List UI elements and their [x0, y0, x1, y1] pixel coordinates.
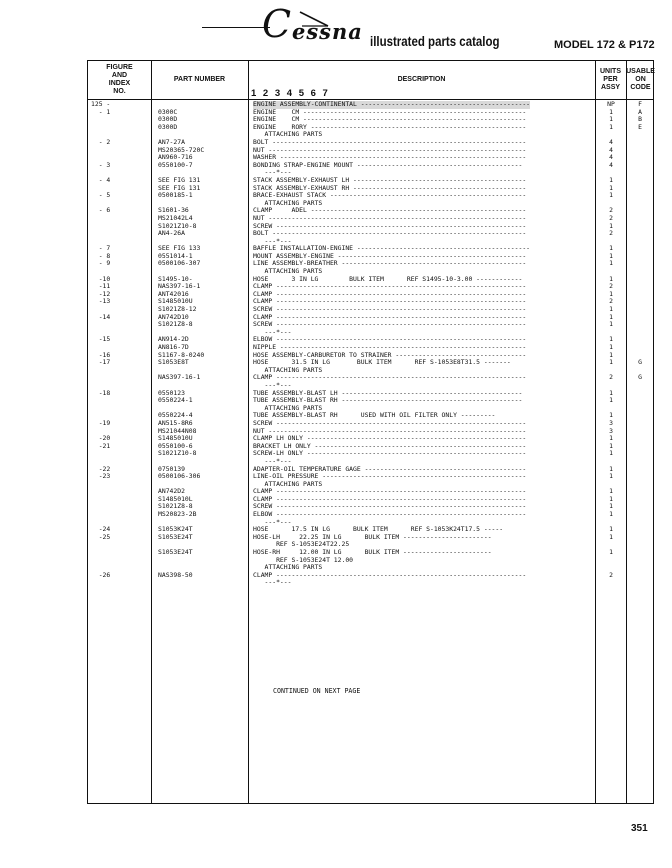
- part-number-cell: AN742D2: [158, 487, 185, 496]
- description-cell: ---*---: [253, 381, 292, 389]
- units-cell: 1: [609, 548, 613, 557]
- part-number-cell: NAS398-50: [158, 570, 193, 579]
- figure-index-cell: - 9: [91, 259, 111, 268]
- units-cell: 2: [609, 213, 613, 222]
- units-cell: 4: [609, 160, 613, 169]
- usable-code-cell: G: [638, 358, 642, 367]
- description-cell: ATTACHING PARTS: [253, 199, 323, 207]
- part-number-cell: SEE FIG 131: [158, 175, 201, 184]
- units-cell: 2: [609, 373, 613, 382]
- part-number-cell: MS20365-720C: [158, 145, 205, 154]
- usable-code-cell: F: [638, 100, 642, 108]
- description-cell: SCREW -----------------------------------------------------------------: [253, 419, 527, 427]
- description-cell: HOSE-RH 12.00 IN LG BULK ITEM -----------------------: [253, 549, 492, 557]
- part-number-cell: S1485010U: [158, 434, 193, 443]
- description-cell: BRACE-EXHAUST STACK ---------------------------------------------------: [253, 192, 527, 200]
- units-cell: 2: [609, 297, 613, 306]
- figure-index-cell: - 6: [91, 206, 111, 215]
- units-cell: 1: [609, 449, 613, 458]
- description-cell: CLAMP -----------------------------------------------------------------: [253, 571, 527, 579]
- units-cell: 1: [609, 115, 613, 124]
- part-number-cell: S1021Z8-8: [158, 502, 193, 511]
- table-row: [88, 230, 655, 238]
- part-number-cell: 0500185-1: [158, 191, 193, 200]
- description-cell: SCREW-LH ONLY ---------------------------------------------------------: [253, 450, 527, 458]
- units-cell: 1: [609, 289, 613, 298]
- part-number-cell: S1021Z10-8: [158, 221, 197, 230]
- part-number-cell: S1485010U: [158, 297, 193, 306]
- units-cell: 1: [609, 122, 613, 131]
- description-cell: ENGINE ASSEMBLY-CONTINENTAL --------------------------------------------: [253, 101, 531, 108]
- units-cell: NP: [607, 100, 615, 108]
- figure-index-cell: - 1: [91, 107, 111, 116]
- figure-index-cell: - 8: [91, 251, 111, 260]
- units-cell: 4: [609, 137, 613, 146]
- part-number-cell: S1021Z8-8: [158, 320, 193, 329]
- description-cell: HOSE 3 IN LG BULK ITEM REF S1495-10-3.00 ------------: [253, 275, 523, 283]
- figure-index-cell: -17: [91, 358, 111, 367]
- part-number-cell: 0300D: [158, 122, 178, 131]
- part-number-cell: 0551014-1: [158, 251, 193, 260]
- usable-code-cell: A: [638, 107, 642, 116]
- table-row: [88, 579, 655, 587]
- part-number-cell: MS20823-2B: [158, 510, 197, 519]
- indent-digits: 1 2 3 4 5 6 7: [251, 88, 330, 99]
- part-number-cell: 0550100-6: [158, 441, 193, 450]
- part-number-cell: SEE FIG 131: [158, 183, 201, 192]
- description-cell: BAFFLE INSTALLATION-ENGINE ---------------------------------------------: [253, 245, 531, 253]
- units-cell: 1: [609, 221, 613, 230]
- units-cell: 1: [609, 502, 613, 511]
- description-cell: ATTACHING PARTS: [253, 564, 323, 572]
- description-cell: CLAMP -----------------------------------------------------------------: [253, 283, 527, 291]
- table-row: [88, 557, 655, 565]
- description-cell: CLAMP -----------------------------------------------------------------: [253, 488, 527, 496]
- table-row: [88, 450, 655, 458]
- part-number-cell: AN816-7D: [158, 343, 189, 351]
- units-cell: 1: [609, 472, 613, 481]
- description-cell: ELBOW -----------------------------------------------------------------: [253, 336, 527, 344]
- units-cell: 1: [609, 532, 613, 541]
- description-cell: HOSE 31.5 IN LG BULK ITEM REF S-1053E8T31.5 -------: [253, 359, 511, 367]
- units-cell: 1: [609, 244, 613, 253]
- description-cell: ATTACHING PARTS: [253, 404, 323, 412]
- table-row: [88, 511, 655, 519]
- units-cell: 1: [609, 320, 613, 329]
- units-cell: 4: [609, 145, 613, 154]
- table-row: [88, 260, 655, 268]
- description-cell: ATTACHING PARTS: [253, 268, 323, 276]
- table-row: [88, 359, 655, 367]
- units-cell: 1: [609, 350, 613, 359]
- description-cell: ---*---: [253, 579, 292, 587]
- figure-index-cell: -18: [91, 388, 111, 397]
- logo-initial: C: [262, 2, 292, 46]
- page-header: [0, 0, 672, 60]
- part-number-cell: NAS397-16-1: [158, 282, 201, 291]
- description-cell: STACK ASSEMBLY-EXHAUST RH ---------------------------------------------: [253, 184, 527, 192]
- units-cell: 1: [609, 251, 613, 260]
- figure-index-cell: -12: [91, 289, 111, 298]
- description-cell: WASHER ----------------------------------------------------------------: [253, 154, 527, 162]
- usable-code-cell: G: [638, 373, 642, 382]
- figure-index-cell: -24: [91, 525, 111, 534]
- description-cell: TUBE ASSEMBLY-BLAST RH -----------------------------------------------: [253, 397, 523, 405]
- part-number-cell: S1053K24T: [158, 525, 193, 534]
- figure-index-cell: -16: [91, 350, 111, 359]
- description-cell: REF S-1053E24T22.25: [253, 541, 350, 549]
- table-row: [88, 321, 655, 329]
- units-cell: 1: [609, 441, 613, 450]
- part-number-cell: NAS397-16-1: [158, 373, 201, 382]
- description-cell: BONDING STRAP-ENGINE MOUNT -------------------------------------------: [253, 161, 523, 169]
- units-cell: 1: [609, 175, 613, 184]
- description-cell: BOLT ------------------------------------------------------------------: [253, 138, 527, 146]
- units-cell: 1: [609, 396, 613, 405]
- description-cell: CLAMP ADEL --------------------------------------------------------: [253, 207, 527, 215]
- units-cell: 2: [609, 282, 613, 291]
- description-cell: ---*---: [253, 518, 292, 526]
- description-cell: ATTACHING PARTS: [253, 131, 323, 139]
- units-cell: 1: [609, 183, 613, 192]
- part-number-cell: AN7-27A: [158, 137, 185, 146]
- part-number-cell: AN960-716: [158, 153, 193, 162]
- figure-index-cell: -13: [91, 297, 111, 306]
- table-row: [88, 374, 655, 382]
- figure-index-cell: -26: [91, 570, 111, 579]
- description-cell: BOLT ------------------------------------------------------------------: [253, 230, 527, 238]
- description-cell: CLAMP LH ONLY ---------------------------------------------------------: [253, 435, 527, 443]
- figure-index-cell: -25: [91, 532, 111, 541]
- description-cell: TUBE ASSEMBLY-BLAST LH -----------------------------------------------: [253, 389, 523, 397]
- description-cell: SCREW -----------------------------------------------------------------: [253, 306, 527, 314]
- units-cell: 1: [609, 411, 613, 420]
- table-row: [88, 534, 655, 542]
- description-cell: ENGINE RORY --------------------------------------------------------: [253, 123, 527, 131]
- units-cell: 1: [609, 107, 613, 116]
- model-label: MODEL 172 & P172: [554, 39, 655, 51]
- table-row: [88, 549, 655, 557]
- figure-index-cell: -14: [91, 312, 111, 321]
- continued-note: CONTINUED ON NEXT PAGE: [273, 687, 361, 695]
- description-cell: HOSE 17.5 IN LG BULK ITEM REF S-1053K24T17.5 -----: [253, 526, 504, 534]
- table-row: [88, 162, 655, 170]
- logo-wordmark: essna: [292, 19, 363, 44]
- description-cell: BRACKET LH ONLY -------------------------------------------------------: [253, 442, 527, 450]
- description-cell: LINE-OIL PRESSURE -----------------------------------------------------: [253, 473, 527, 481]
- description-cell: CLAMP -----------------------------------------------------------------: [253, 313, 527, 321]
- part-number-cell: 0750139: [158, 464, 185, 473]
- description-cell: SCREW -----------------------------------------------------------------: [253, 321, 527, 329]
- part-number-cell: MS21044N08: [158, 426, 197, 435]
- header-divider: [88, 99, 653, 100]
- description-cell: STACK ASSEMBLY-EXHAUST LH ---------------------------------------------: [253, 176, 527, 184]
- units-cell: 1: [609, 494, 613, 503]
- description-cell: ENGINE CM ----------------------------------------------------------: [253, 108, 527, 116]
- column-header-figure: FIGURE AND INDEX NO.: [106, 64, 133, 95]
- table-row: [88, 192, 655, 200]
- units-cell: 1: [609, 510, 613, 519]
- description-cell: SCREW -----------------------------------------------------------------: [253, 503, 527, 511]
- column-header-units: UNITS PER ASSY: [600, 68, 621, 91]
- part-number-cell: ANT42016: [158, 289, 189, 298]
- description-cell: NUT -------------------------------------------------------------------: [253, 214, 527, 222]
- units-cell: 1: [609, 312, 613, 321]
- part-number-cell: AN4-26A: [158, 229, 185, 238]
- units-cell: 1: [609, 335, 613, 344]
- units-cell: 1: [609, 305, 613, 314]
- figure-index-cell: -19: [91, 418, 111, 427]
- description-cell: ADAPTER-OIL TEMPERATURE GAGE ------------------------------------------: [253, 465, 527, 473]
- description-cell: CLAMP -----------------------------------------------------------------: [253, 374, 527, 382]
- description-cell: MOUNT ASSEMBLY-ENGINE -------------------------------------------------: [253, 252, 527, 260]
- table-row: [88, 473, 655, 481]
- part-number-cell: S1021Z10-8: [158, 449, 197, 458]
- table-row: [88, 572, 655, 580]
- description-cell: TUBE ASSEMBLY-BLAST RH USED WITH OIL FILTER ONLY ---------: [253, 412, 496, 420]
- units-cell: 1: [609, 487, 613, 496]
- units-cell: 1: [609, 274, 613, 283]
- usable-code-cell: E: [638, 122, 642, 131]
- description-cell: NIPPLE ----------------------------------------------------------------: [253, 344, 527, 351]
- part-number-cell: 0500106-307: [158, 259, 201, 268]
- part-number-cell: S1053E24T: [158, 548, 193, 557]
- table-row: [88, 397, 655, 405]
- description-cell: NUT -------------------------------------------------------------------: [253, 146, 527, 154]
- units-cell: 1: [609, 434, 613, 443]
- part-number-cell: 0300D: [158, 115, 178, 124]
- units-cell: 1: [609, 388, 613, 397]
- part-number-cell: 0300C: [158, 107, 178, 116]
- page-number: 351: [631, 823, 648, 834]
- units-cell: 2: [609, 206, 613, 215]
- description-cell: ---*---: [253, 328, 292, 336]
- units-cell: 3: [609, 426, 613, 435]
- description-cell: REF S-1053E24T 12.00: [253, 556, 354, 564]
- part-number-cell: S1167-8-0240: [158, 350, 205, 359]
- usable-code-cell: B: [638, 115, 642, 124]
- parts-table: [87, 60, 654, 804]
- column-header-part-number: PART NUMBER: [173, 76, 226, 83]
- column-header-usable: USABLE ON CODE: [626, 68, 655, 91]
- part-number-cell: 0500106-306: [158, 472, 201, 481]
- description-cell: ---*---: [253, 237, 292, 245]
- description-cell: NUT -------------------------------------------------------------------: [253, 427, 527, 435]
- units-cell: 1: [609, 259, 613, 268]
- parts-list: [88, 101, 655, 587]
- figure-index-cell: -23: [91, 472, 111, 481]
- description-cell: ATTACHING PARTS: [253, 480, 323, 488]
- units-cell: 2: [609, 229, 613, 238]
- figure-index-cell: 125 -: [91, 100, 111, 108]
- units-cell: 1: [609, 525, 613, 534]
- logo-rule: [202, 27, 270, 28]
- description-cell: CLAMP -----------------------------------------------------------------: [253, 290, 527, 298]
- figure-index-cell: -11: [91, 282, 111, 291]
- description-cell: ELBOW -----------------------------------------------------------------: [253, 511, 527, 519]
- description-cell: CLAMP -----------------------------------------------------------------: [253, 495, 527, 503]
- figure-index-cell: -20: [91, 434, 111, 443]
- table-row: [88, 124, 655, 132]
- units-cell: 2: [609, 570, 613, 579]
- part-number-cell: MS21042L4: [158, 213, 193, 222]
- figure-index-cell: - 7: [91, 244, 111, 253]
- figure-index-cell: - 2: [91, 137, 111, 146]
- part-number-cell: 0550224-1: [158, 396, 193, 405]
- figure-index-cell: -10: [91, 274, 111, 283]
- part-number-cell: 0550100-7: [158, 160, 193, 169]
- description-cell: LINE ASSEMBLY-BREATHER ------------------------------------------------: [253, 260, 527, 268]
- catalog-title: illustrated parts catalog: [370, 33, 500, 49]
- description-cell: ATTACHING PARTS: [253, 366, 323, 374]
- figure-index-cell: - 3: [91, 160, 111, 169]
- part-number-cell: 0550224-4: [158, 411, 193, 420]
- column-header-description: DESCRIPTION: [397, 76, 446, 83]
- part-number-cell: AN914-2D: [158, 335, 189, 344]
- figure-index-cell: -22: [91, 464, 111, 473]
- figure-index-cell: -15: [91, 335, 111, 344]
- units-cell: 1: [609, 358, 613, 367]
- part-number-cell: S1485010L: [158, 494, 193, 503]
- units-cell: 4: [609, 153, 613, 162]
- part-number-cell: 0550123: [158, 388, 185, 397]
- figure-index-cell: -21: [91, 441, 111, 450]
- part-number-cell: SEE FIG 133: [158, 244, 201, 253]
- part-number-cell: S1053E24T: [158, 532, 193, 541]
- description-cell: SCREW -----------------------------------------------------------------: [253, 222, 527, 230]
- description-cell: HOSE-LH 22.25 IN LG BULK ITEM -----------------------: [253, 533, 492, 541]
- part-number-cell: AN742D10: [158, 312, 189, 321]
- part-number-cell: S1053E8T: [158, 358, 189, 367]
- units-cell: 1: [609, 343, 613, 351]
- description-cell: ENGINE CM ----------------------------------------------------------: [253, 116, 527, 124]
- description-cell: ---*---: [253, 457, 292, 465]
- part-number-cell: AN515-8R6: [158, 418, 193, 427]
- units-cell: 3: [609, 418, 613, 427]
- units-cell: 1: [609, 464, 613, 473]
- part-number-cell: S1021Z8-12: [158, 305, 197, 314]
- description-cell: CLAMP -----------------------------------------------------------------: [253, 298, 527, 306]
- description-cell: HOSE ASSEMBLY-CARBURETOR TO STRAINER ----------------------------------: [253, 351, 527, 359]
- figure-index-cell: - 4: [91, 175, 111, 184]
- units-cell: 1: [609, 191, 613, 200]
- description-cell: ---*---: [253, 169, 292, 177]
- part-number-cell: S1495-10-: [158, 274, 193, 283]
- part-number-cell: S1601-36: [158, 206, 189, 215]
- figure-index-cell: - 5: [91, 191, 111, 200]
